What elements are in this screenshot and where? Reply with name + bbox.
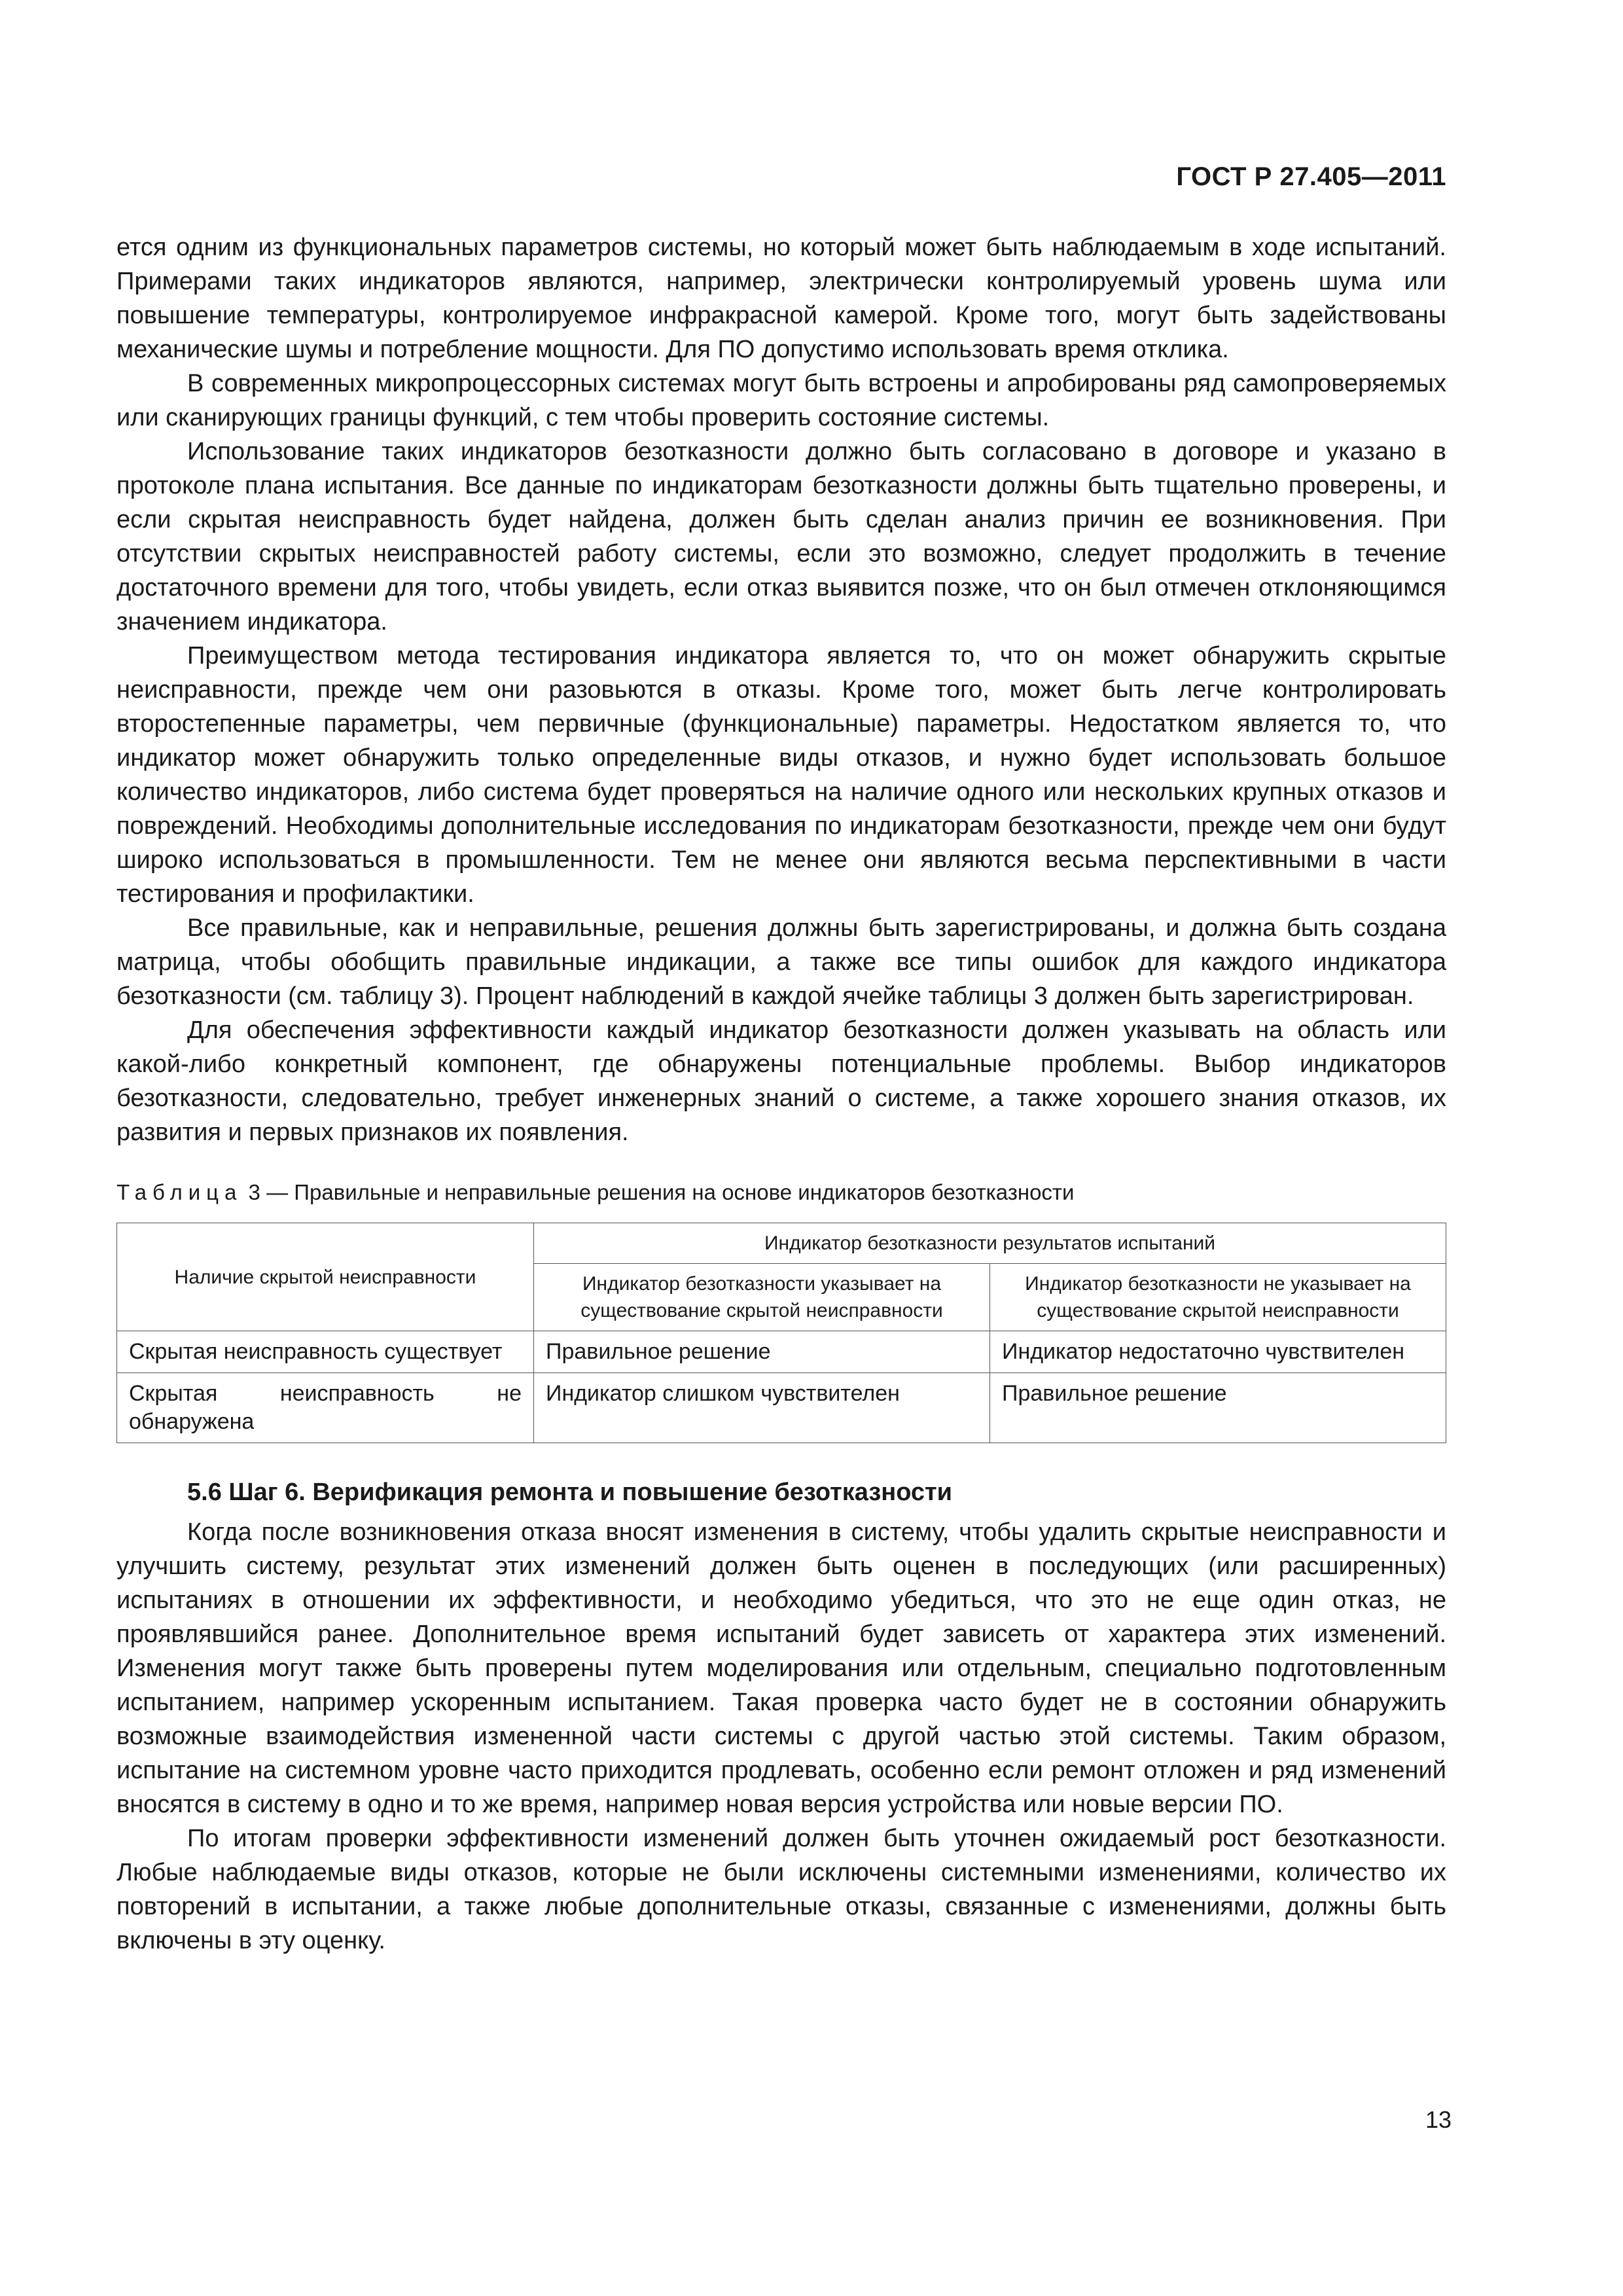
row-label-cell: Скрытая неисправность существует — [117, 1331, 534, 1373]
table-cell: Индикатор слишком чувствителен — [534, 1373, 990, 1443]
table-header-row — [117, 1223, 1446, 1264]
row-header-cell: Наличие скрытой неисправности — [117, 1223, 534, 1331]
table-cell: Правильное решение — [990, 1373, 1446, 1443]
column-header-indicates: Индикатор безотказности указывает на существование скрытой неисправности — [534, 1264, 990, 1331]
table-caption-text: 3 — Правильные и неправильные решения на основе индикаторов безотказности — [242, 1180, 1075, 1204]
page-content — [116, 230, 1446, 1958]
paragraph: ется одним из функциональных параметров системы, но который может быть наблюдаемым в ходе испытаний. Примерами таких индикаторов являются, например, электрически контролируемый уровень шума или повышение температуры, контролируемое инфракрасной камерой. Кроме того, могут быть задействованы механические шумы и потребление мощности. Для ПО допустимо использовать время отклика. — [116, 234, 1446, 363]
column-header-not-indicates: Индикатор безотказности не указывает на существование скрытой неисправности — [990, 1264, 1446, 1331]
table-cell: Индикатор недостаточно чувствителен — [990, 1331, 1446, 1373]
paragraph: Для обеспечения эффективности каждый индикатор безотказности должен указывать на область или какой-либо конкретный компонент, где обнаружены потенциальные проблемы. Выбор индикаторов безотказности, следовательно, требует инженерных знаний о системе, а также хорошего знания отказов, их развития и первых признаков их появления. — [116, 1016, 1446, 1146]
table-row — [117, 1331, 1446, 1373]
paragraph: Преимуществом метода тестирования индикатора является то, что он может обнаружить скрытые неисправности, прежде чем они разовьются в отказы. Кроме того, может быть легче контролировать второстепенные параметры, чем первичные (функциональные) параметры. Недостатком является то, что индикатор может обнаружить только определенные виды отказов, и нужно будет использовать большое количество индикаторов, либо система будет проверяться на наличие одного или нескольких крупных отказов и повреждений. Необходимы дополнительные исследования по индикаторам безотказности, прежде чем они будут широко использоваться в промышленности. Тем не менее они являются весьма перспективными в части тестирования и профилактики. — [116, 642, 1446, 908]
paragraph: В современных микропроцессорных системах могут быть встроены и апробированы ряд самопроверяемых или сканирующих границы функций, с тем чтобы проверить состояние системы. — [116, 370, 1446, 431]
table-caption — [116, 1178, 1446, 1207]
section-heading: 5.6 Шаг 6. Верификация ремонта и повышение безотказности — [187, 1479, 953, 1506]
page-number: 13 — [1425, 2106, 1452, 2133]
paragraph: По итогам проверки эффективности изменений должен быть уточнен ожидаемый рост безотказности. Любые наблюдаемые виды отказов, которые не были исключены системными изменениями, количество их повторений в испытании, а также любые дополнительные отказы, связанные с изменениями, должны быть включены в эту оценку. — [116, 1825, 1446, 1954]
decision-table — [116, 1223, 1446, 1443]
row-label-cell: Скрытая неисправность не обнаружена — [117, 1373, 534, 1443]
group-header-cell: Индикатор безотказности результатов испытаний — [534, 1223, 1446, 1264]
standard-id-header: ГОСТ Р 27.405—2011 — [1176, 162, 1446, 191]
paragraph: Когда после возникновения отказа вносят изменения в систему, чтобы удалить скрытые неисправности и улучшить систему, результат этих изменений должен быть оценен в последующих (или расширенных) испытаниях в отношении их эффективности, и необходимо убедиться, что это не еще один отказ, не проявлявшийся ранее. Дополнительное время испытаний будет зависеть от характера этих изменений. Изменения могут также быть проверены путем моделирования или отдельным, специально подготовленным испытанием, например ускоренным испытанием. Такая проверка часто будет не в состоянии обнаружить возможные взаимодействия измененной части системы с другой частью этой системы. Таким образом, испытание на системном уровне часто приходится продлевать, особенно если ремонт отложен и ряд изменений вносятся в систему в одно и то же время, например новая версия устройства или новые версии ПО. — [116, 1518, 1446, 1818]
paragraph: Использование таких индикаторов безотказности должно быть согласовано в договоре и указано в протоколе плана испытания. Все данные по индикаторам безотказности должны быть тщательно проверены, и если скрытая неисправность будет найдена, должен быть сделан анализ причин ее возникновения. При отсутствии скрытых неисправностей работу системы, если это возможно, следует продолжить в течение достаточного времени для того, чтобы увидеть, если отказ выявится позже, что он был отмечен отклоняющимся значением индикатора. — [116, 438, 1446, 636]
paragraph: Все правильные, как и неправильные, решения должны быть зарегистрированы, и должна быть создана матрица, чтобы обобщить правильные индикации, а также все типы ошибок для каждого индикатора безотказности (см. таблицу 3). Процент наблюдений в каждой ячейке таблицы 3 должен быть зарегистрирован. — [116, 914, 1446, 1010]
table-caption-label: Таблица — [116, 1180, 243, 1204]
table-row — [117, 1373, 1446, 1443]
table-cell: Правильное решение — [534, 1331, 990, 1373]
